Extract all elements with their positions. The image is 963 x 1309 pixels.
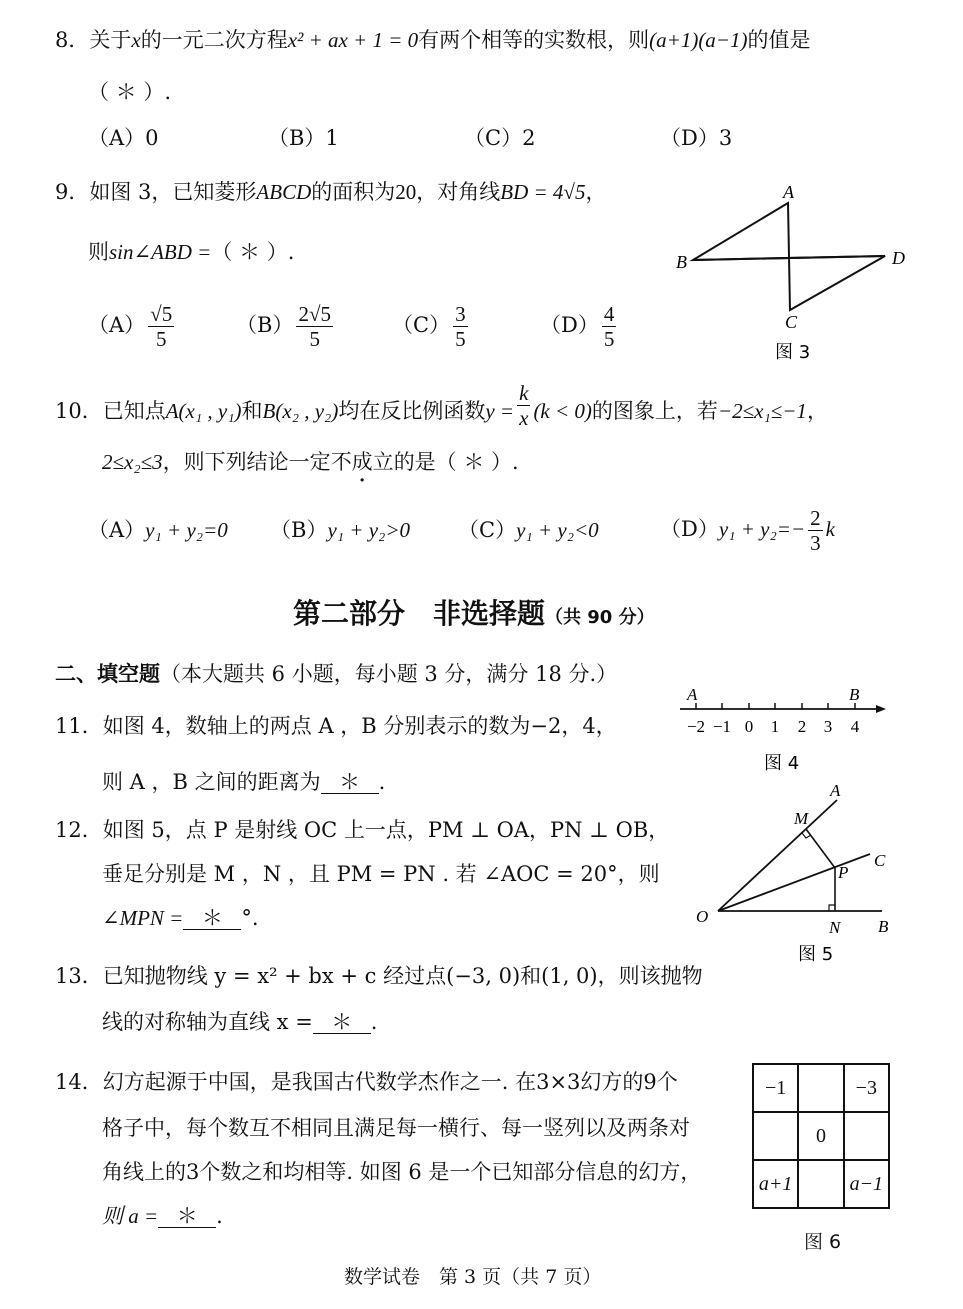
q9-number: 9． (55, 180, 90, 204)
tick-label: 2 (797, 717, 807, 736)
q9-area: 20 (395, 180, 417, 204)
q10-text: 的图象上，若 (591, 399, 718, 424)
frac-den: 3 (810, 531, 821, 556)
q8-option-d[interactable]: （D）3 (660, 126, 733, 150)
q10-option-b[interactable] (270, 520, 410, 541)
option-label: （C） (458, 518, 517, 542)
figure-6-magic-square (752, 1063, 890, 1209)
q14-line3: 角线上的3个数之和均相等. 如图 6 是一个已知部分信息的幻方， (102, 1160, 702, 1184)
magic-cell (798, 1160, 843, 1208)
tick-label: −2 (686, 717, 706, 736)
tick-label: 0 (744, 717, 754, 736)
option-label: （D） (660, 517, 719, 542)
option-expr: y₁ + y₂=0 (145, 518, 228, 542)
q10-range1: −2≤x₁≤−1 (717, 399, 807, 424)
frac-num: 4 (603, 302, 615, 326)
label-a: A (783, 182, 794, 202)
q9-shape: ABCD (256, 180, 312, 204)
tick-label: 1 (770, 717, 780, 736)
frac-den: 5 (455, 327, 466, 352)
figure-3-rhombus (670, 180, 920, 365)
answer-blank[interactable]: ＊ (321, 772, 379, 794)
label-o: O (696, 907, 709, 926)
section2-heading (55, 664, 617, 685)
q9-line2 (88, 242, 294, 263)
q14-text: 幻方起源于中国，是我国古代数学杰作之一. 在3×3幻方的9个 (102, 1070, 678, 1094)
q8-option-a[interactable]: （A）0 (88, 126, 159, 150)
answer-blank[interactable]: ＊ (158, 1206, 216, 1228)
label-a: A (687, 685, 698, 704)
q8-equation: x² + ax + 1 = 0 (287, 28, 419, 52)
magic-cell: a−1 (844, 1160, 889, 1208)
frac-den: 5 (309, 327, 320, 352)
option-fraction (453, 302, 468, 351)
q13-number: 13． (55, 964, 103, 988)
q8-number: 8． (55, 28, 90, 52)
q14-line4 (102, 1206, 223, 1228)
q14-line2: 格子中，每个数互不相同且满足每一横行、每一竖列以及两条对 (102, 1116, 690, 1140)
label-c: C (785, 312, 798, 332)
option-label: （A） (88, 518, 146, 542)
frac-num: 3 (455, 302, 466, 326)
q9-text: （ ＊ ）. (211, 240, 295, 264)
arrow-icon (876, 705, 886, 713)
q9-option-b[interactable] (236, 302, 336, 351)
option-label: （B） (236, 313, 294, 338)
q8-text: 的值是 (747, 28, 811, 52)
q10-func-lhs: y = (485, 399, 515, 424)
q8-text: 的一元二次方程 (140, 28, 288, 52)
magic-cell (753, 1112, 798, 1160)
answer-blank[interactable]: ＊ (313, 1012, 371, 1034)
option-tail: k (825, 517, 835, 542)
label-a: A (830, 781, 841, 800)
q13-text: 线的对称轴为直线 x = (102, 1010, 313, 1034)
option-label: （A） (88, 313, 146, 338)
label-c: C (874, 851, 886, 870)
q8-line1 (55, 30, 810, 51)
label-b: B (849, 685, 860, 704)
tick-label: −1 (712, 717, 732, 736)
q12-line1 (55, 820, 669, 841)
magic-cell: −3 (844, 1064, 889, 1112)
q10-option-c[interactable] (458, 520, 599, 541)
magic-cell: −1 (753, 1064, 798, 1112)
ray-oa (718, 800, 837, 911)
label-m: M (794, 809, 809, 828)
figure-4-caption: 图 4 (764, 753, 800, 774)
q9-option-a[interactable] (88, 302, 177, 351)
q10-func-frac (517, 381, 530, 430)
option-fraction (296, 302, 333, 351)
q14-expr: 则 a = (102, 1204, 159, 1228)
option-expr: y₁ + y₂<0 (516, 518, 599, 542)
q10-func-cond: (k < 0) (533, 399, 592, 424)
q8-option-c[interactable]: （C）2 (464, 126, 536, 150)
figure-5-caption: 图 5 (798, 944, 834, 965)
q9-option-d[interactable] (540, 302, 619, 351)
option-label: （B） (270, 518, 328, 542)
option-fraction (148, 302, 174, 351)
q12-expr: ∠MPN = (102, 906, 184, 930)
option-fraction (808, 506, 823, 555)
part2-title-text: 第二部分 非选择题 (293, 597, 546, 630)
q10-text: 已知点 (102, 399, 166, 424)
q12-line2: 垂足分别是 M ，N ，且 PM = PN . 若 ∠AOC = 20°，则 (102, 862, 660, 886)
q11-line1 (55, 716, 617, 737)
q8-var: x (131, 28, 141, 52)
q9-expr: sin∠ABD = (109, 240, 212, 264)
q13-text: 已知抛物线 y = x² + bx + c 经过点(−3, 0)和(1, 0)，则该抛物 (102, 964, 703, 988)
tick-label: 3 (823, 717, 833, 736)
q10-point-b: B(x₂ , y₂) (262, 399, 339, 424)
option-expr: y₁ + y₂>0 (327, 518, 411, 542)
q10-text: ， (806, 399, 828, 424)
tick-label: 4 (850, 717, 860, 736)
q10-text: 和 (241, 399, 263, 424)
q14-line1 (55, 1072, 678, 1093)
q10-text: 均在反比例函数 (338, 399, 486, 424)
part2-score: （共 90 分） (545, 607, 655, 628)
q10-line1 (55, 381, 828, 431)
frac-num: 2 (810, 506, 821, 530)
q14-number: 14． (55, 1070, 103, 1094)
q10-range2: 2≤x₂≤3 (102, 450, 163, 474)
figure-5-rays (690, 780, 910, 970)
q9-text: ， (585, 180, 607, 204)
q9-option-c[interactable] (392, 302, 471, 351)
magic-cell (844, 1112, 889, 1160)
q10-option-d[interactable] (660, 506, 835, 555)
frac-den: x (519, 406, 529, 431)
frac-num: √5 (150, 302, 173, 326)
label-n: N (829, 918, 841, 937)
q9-text: 如图 3，已知菱形 (89, 180, 257, 204)
q10-option-a[interactable] (88, 520, 228, 541)
q10-number: 10． (55, 399, 103, 424)
q9-text: ，对角线 (416, 180, 501, 204)
q8-text: 有两个相等的实数根，则 (418, 28, 650, 52)
q12-number: 12． (55, 818, 103, 842)
magic-cell: 0 (798, 1112, 843, 1160)
magic-cell (798, 1064, 843, 1112)
frac-num: 2√5 (298, 302, 331, 326)
q8-expr: (a+1)(a−1) (649, 28, 748, 52)
q9-text: 的面积为 (311, 180, 396, 204)
magic-cell: a+1 (753, 1160, 798, 1208)
q11-number: 11． (55, 714, 103, 738)
q9-line1 (55, 182, 606, 203)
q10-text: ，则下列结论一定 (162, 450, 331, 474)
q8-answer-slot: （ ＊ ）. (88, 80, 172, 104)
q12-text: °. (241, 906, 259, 930)
label-d: D (892, 248, 905, 268)
q13-text: . (370, 1010, 378, 1034)
figure-4-number-line (676, 680, 896, 775)
option-label: （D） (540, 313, 599, 338)
option-label: （C） (392, 313, 451, 338)
q10-text: 的是（ ＊ ）. (393, 450, 519, 474)
frac-den: 5 (155, 327, 167, 352)
q13-line2 (102, 1012, 377, 1034)
part2-title (293, 597, 655, 630)
q10-line2 (102, 452, 519, 473)
label-b: B (878, 917, 889, 936)
q11-text: 则 A ，B 之间的距离为 (102, 770, 321, 794)
figure-3-caption: 图 3 (775, 342, 811, 363)
section2-title: 二、填空题 (55, 662, 160, 686)
q8-text: 关于 (89, 28, 132, 52)
label-b: B (676, 252, 687, 272)
q9-diagonal: BD = 4√5 (500, 180, 586, 204)
frac-num: k (519, 381, 529, 405)
option-expr: y₁ + y₂=− (718, 517, 806, 542)
q13-line1 (55, 966, 703, 987)
q14-text: . (216, 1204, 223, 1228)
q12-line3 (102, 908, 259, 930)
figure-6-caption: 图 6 (804, 1231, 842, 1253)
frac-den: 5 (603, 327, 615, 352)
q10-point-a: A(x₁ , y₁) (165, 399, 242, 424)
q11-text: . (378, 770, 386, 794)
label-p: P (838, 863, 849, 882)
answer-blank[interactable]: ＊ (183, 908, 241, 930)
q11-line2 (102, 772, 385, 794)
q11-text: 如图 4，数轴上的两点 A ，B 分别表示的数为−2，4， (102, 714, 617, 738)
section2-desc: （本大题共 6 小题，每小题 3 分，满分 18 分.） (160, 662, 618, 686)
q9-text: 则 (88, 240, 109, 264)
right-angle-mark (829, 905, 835, 911)
q8-option-b[interactable]: （B）1 (268, 126, 339, 150)
q12-text: 如图 5，点 P 是射线 OC 上一点，PM ⊥ OA，PN ⊥ OB， (102, 818, 670, 842)
q10-emphasis: 不成立 (330, 450, 394, 474)
option-fraction (602, 302, 617, 351)
page-footer: 数学试卷 第 3 页（共 7 页） (344, 1266, 602, 1288)
